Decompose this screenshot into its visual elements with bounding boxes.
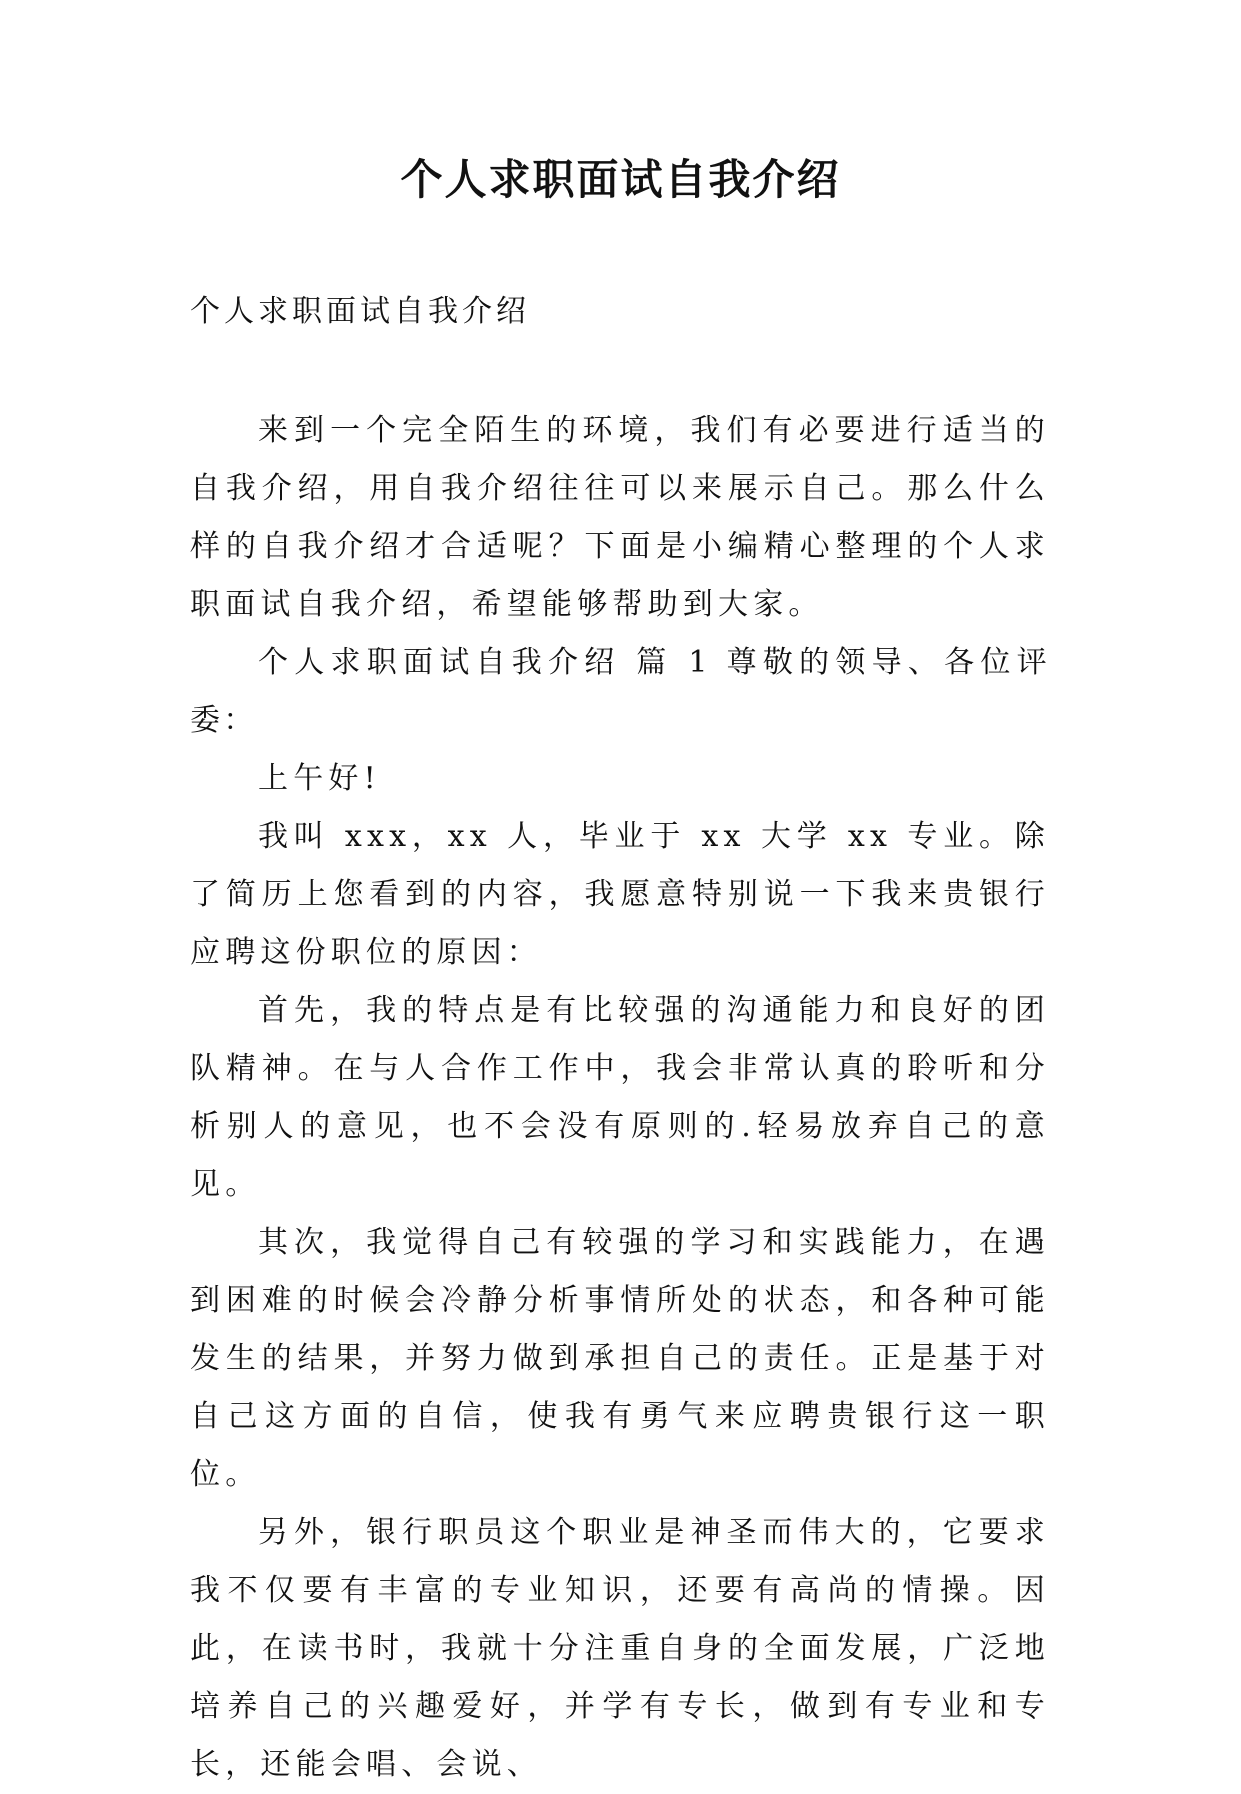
- paragraph-intro: 来到一个完全陌生的环境，我们有必要进行适当的自我介绍，用自我介绍往往可以来展示自己。那么什么样的自我介绍才合适呢？下面是小编精心整理的个人求职面试自我介绍，希望能够帮助到大家。: [190, 413, 1050, 622]
- paragraph-greeting-heading: 个人求职面试自我介绍 篇 1 尊敬的领导、各位评委：: [190, 645, 1050, 738]
- document-title: 个人求职面试自我介绍: [400, 155, 841, 204]
- paragraph-first-point: 首先，我的特点是有比较强的沟通能力和良好的团队精神。在与人合作工作中，我会非常认真的聆听和分析别人的意见，也不会没有原则的.轻易放弃自己的意见。: [190, 993, 1050, 1202]
- paragraph-self-intro: 我叫 xxx，xx 人，毕业于 xx 大学 xx 专业。除了简历上您看到的内容，我愿意特别说一下我来贵银行应聘这份职位的原因：: [190, 819, 1050, 970]
- paragraph-second-point: 其次，我觉得自己有较强的学习和实践能力，在遇到困难的时候会冷静分析事情所处的状态，和各种可能发生的结果，并努力做到承担自己的责任。正是基于对自己这方面的自信，使我有勇气来应聘贵银行这一职位。: [190, 1225, 1050, 1492]
- document-subtitle: 个人求职面试自我介绍: [190, 294, 530, 329]
- document-body: [190, 402, 1050, 1794]
- paragraph-salutation: 上午好!: [258, 761, 381, 796]
- paragraph-additional-point: 另外，银行职员这个职业是神圣而伟大的，它要求我不仅要有丰富的专业知识，还要有高尚的情操。因此，在读书时，我就十分注重自身的全面发展，广泛地培养自己的兴趣爱好，并学有专长，做到有专业和专长，还能会唱、会说、: [190, 1515, 1050, 1782]
